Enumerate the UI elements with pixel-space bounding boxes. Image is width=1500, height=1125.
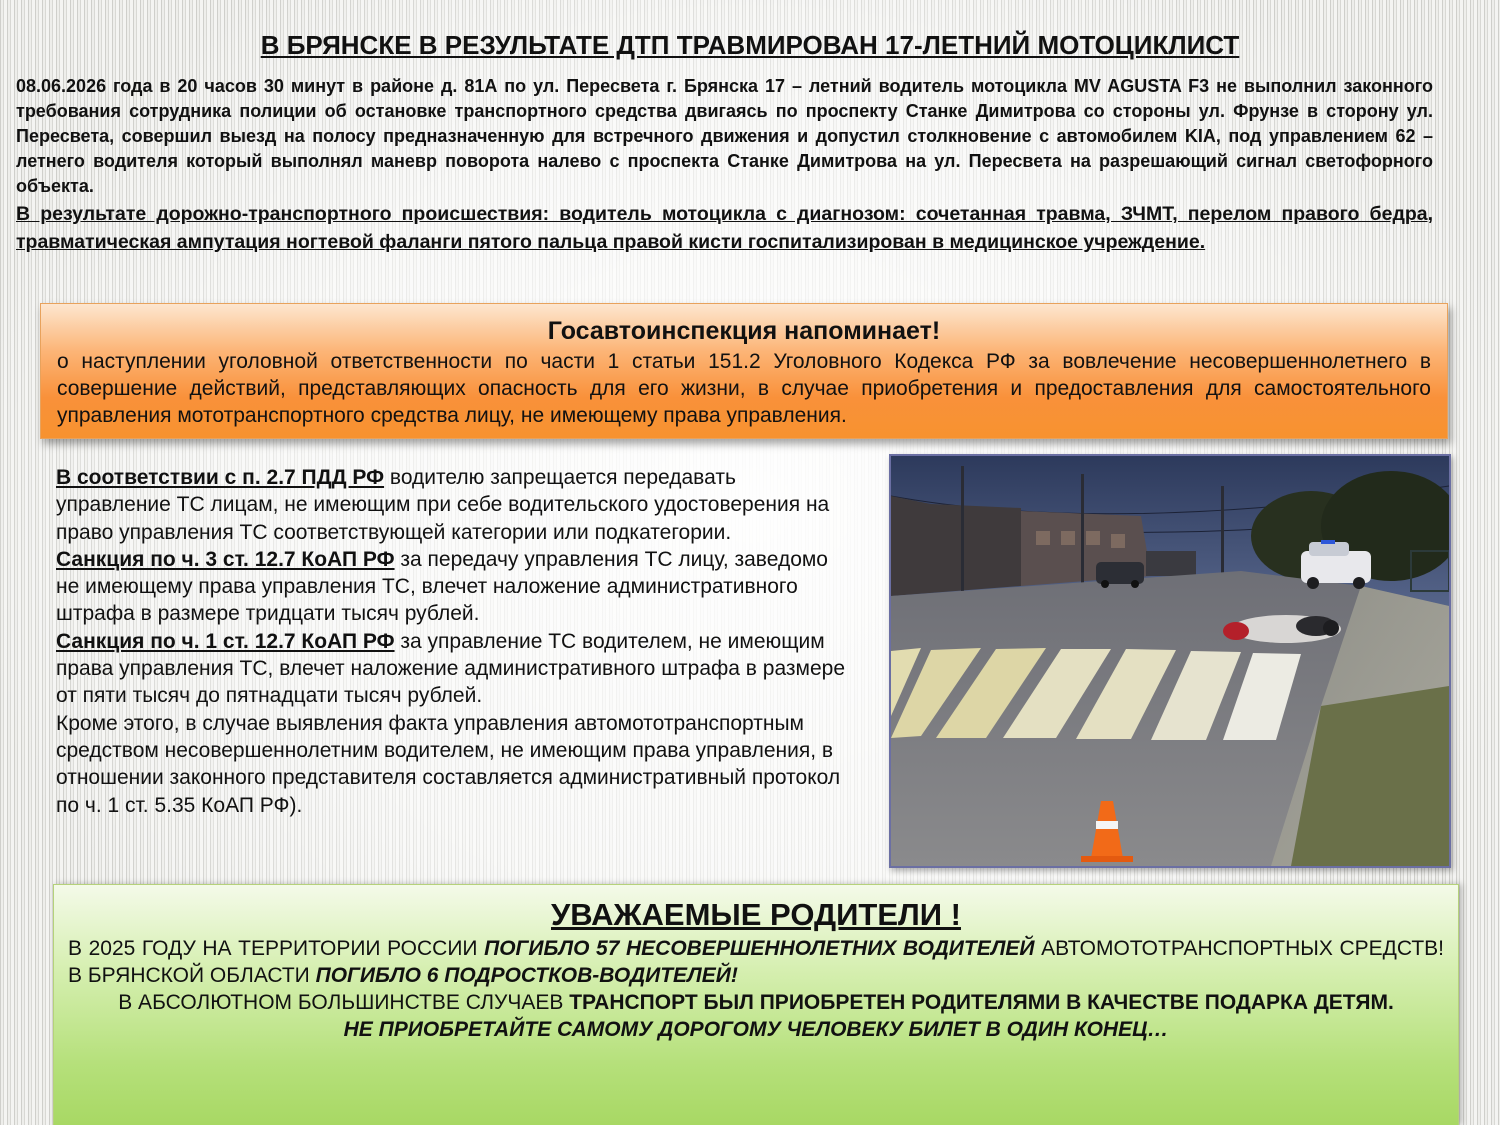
parents-line-2 bbox=[68, 989, 1444, 1016]
parents-line-3: НЕ ПРИОБРЕТАЙТЕ САМОМУ ДОРОГОМУ ЧЕЛОВЕКУ БИЛЕТ В ОДИН КОНЕЦ… bbox=[343, 1018, 1169, 1041]
rule-item bbox=[56, 546, 856, 628]
reminder-title: Госавтоинспекция напоминает! bbox=[547, 317, 941, 345]
rule-label: Санкция по ч. 1 ст. 12.7 КоАП РФ bbox=[56, 629, 395, 653]
rule-label: Санкция по ч. 3 ст. 12.7 КоАП РФ bbox=[56, 547, 395, 571]
rule-text: за передачу управления ТС лицу, заведомо не имеющему права управления ТС, влечет наложение административного штрафа в размере тридцати тысяч рублей. bbox=[56, 547, 828, 626]
parents-line-2a: В АБСОЛЮТНОМ БОЛЬШИНСТВЕ СЛУЧАЕВ bbox=[118, 991, 570, 1014]
rule-text: за управление ТС водителем, не имеющим права управления ТС, влечет наложение административного штрафа в размере от пяти тысяч до пятнадцати тысяч рублей. bbox=[56, 629, 846, 708]
page-title: В БРЯНСКЕ В РЕЗУЛЬТАТЕ ДТП ТРАВМИРОВАН 17-ЛЕТНИЙ МОТОЦИКЛИСТ bbox=[260, 30, 1240, 60]
accident-photo bbox=[889, 454, 1451, 868]
rule-item bbox=[56, 464, 856, 546]
rule-label: В соответствии с п. 2.7 ПДД РФ bbox=[56, 466, 385, 489]
parents-line-2b: ТРАНСПОРТ БЫЛ ПРИОБРЕТЕН РОДИТЕЛЯМИ В КАЧЕСТВЕ ПОДАРКА ДЕТЯМ. bbox=[569, 991, 1394, 1014]
parents-box bbox=[53, 884, 1459, 1125]
parents-line-1 bbox=[68, 935, 1444, 989]
parents-line-1b: ПОГИБЛО 57 НЕСОВЕРШЕННОЛЕТНИХ ВОДИТЕЛЕЙ bbox=[484, 937, 1035, 960]
reminder-box bbox=[40, 303, 1448, 439]
incident-description: 08.06.2026 года в 20 часов 30 минут в районе д. 81А по ул. Пересвета г. Брянска 17 – летний водитель мотоцикла MV AGUSTA F3 не выполнил законного требования сотрудника полиции об остановке транспортного средства двигаясь по проспекту Станке Димитрова со стороны ул. Фрунзе в сторону ул. Пересвета, совершил выезд на полосу предназначенную для встречного движения и допустил столкновение с автомобилем KIA, под управлением 62 – летнего водителя который выполнял маневр поворота налево с проспекта Станке Димитрова на ул. Пересвета на разрешающий сигнал светофорного объекта. bbox=[16, 76, 1433, 196]
rule-text: водителю запрещается передавать управление ТС лицам, не имеющим при себе водительского удостоверения на право управления ТС соответствующей категории или подкатегории. bbox=[56, 466, 830, 544]
rules-block bbox=[56, 464, 856, 819]
rule-extra: Кроме этого, в случае выявления факта управления автомототранспортным средством несовершеннолетним водителем, не имеющим права управления, в отношении законного представителя составляется административный протокол по ч. 1 ст. 5.35 КоАП РФ). bbox=[56, 711, 841, 817]
parents-line-1c: АВТОМОТОТРАНСПОРТНЫХ СРЕДСТВ! В БРЯНСКОЙ ОБЛАСТИ bbox=[68, 937, 1444, 987]
parents-line-1a: В 2025 ГОДУ НА ТЕРРИТОРИИ РОССИИ bbox=[68, 937, 485, 960]
parents-title: УВАЖАЕМЫЕ РОДИТЕЛИ ! bbox=[551, 897, 961, 932]
reminder-text: о наступлении уголовной ответственности по части 1 статьи 151.2 Уголовного Кодекса РФ за вовлечение несовершеннолетнего в совершение действий, представляющих опасность для его жизни, в случае приобретения и предоставления для самостоятельного управления мототранспортного средства лицу, не имеющему права управления. bbox=[57, 350, 1431, 427]
incident-result: В результате дорожно-транспортного происшествия: водитель мотоцикла с диагнозом: сочетанная травма, ЗЧМТ, перелом правого бедра, травматическая ампутация ногтевой фаланги пятого пальца правой кисти госпитализирован в медицинское учреждение. bbox=[16, 203, 1433, 253]
parents-line-1d: ПОГИБЛО 6 ПОДРОСТКОВ-ВОДИТЕЛЕЙ! bbox=[315, 964, 738, 987]
rule-item bbox=[56, 628, 856, 710]
